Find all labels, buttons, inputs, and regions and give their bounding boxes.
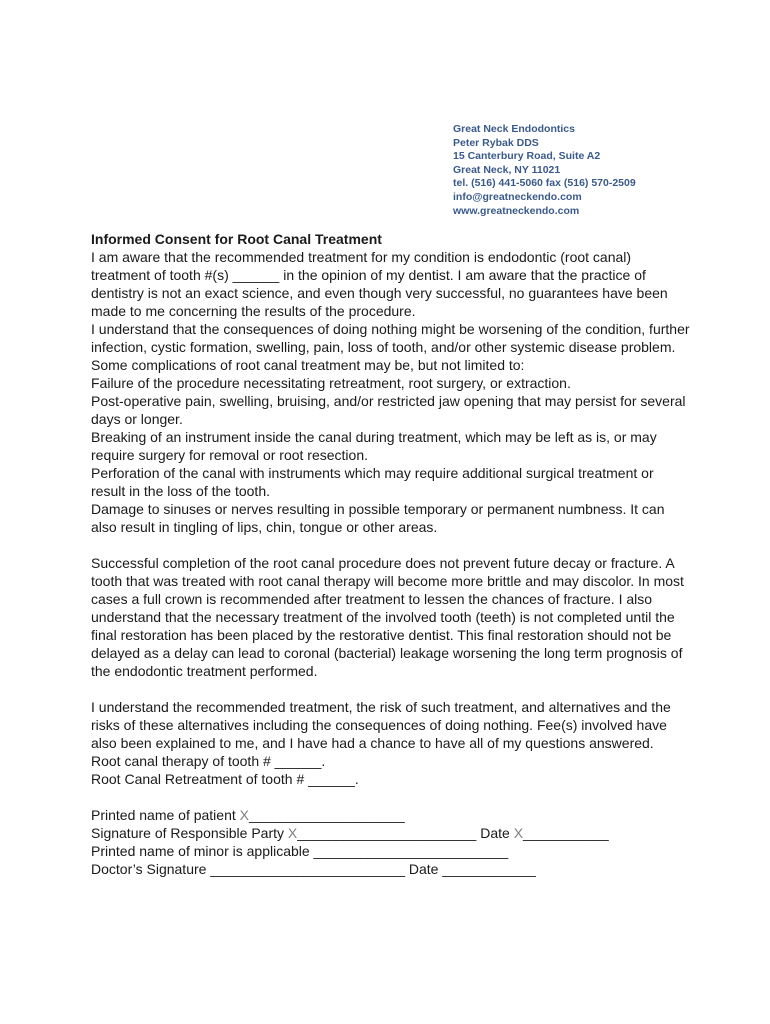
doctor-date-field[interactable]: ____________ bbox=[442, 861, 536, 877]
doctor-date-label: Date bbox=[408, 861, 443, 877]
patient-name-field[interactable]: ____________________ bbox=[249, 807, 405, 823]
retreatment-tooth-line: Root Canal Retreatment of tooth # ______. bbox=[91, 771, 359, 787]
website: www.greatneckendo.com bbox=[453, 204, 580, 217]
doctor-signature-line bbox=[91, 860, 691, 878]
date-x-mark: X bbox=[513, 825, 524, 841]
paragraph-consequences: I understand that the consequences of doing nothing might be worsening of the condition, further infection, cystic formation, swelling, pain, loss of tooth, and/or other systemic disease problem. Some complications of root canal treatment may be, but not limited to: bbox=[91, 321, 690, 373]
doctor-signature-field[interactable]: _________________________ bbox=[210, 861, 409, 877]
letterhead bbox=[453, 123, 636, 218]
email: info@greatneckendo.com bbox=[453, 190, 582, 203]
responsible-x-mark: X bbox=[287, 825, 298, 841]
date-field[interactable]: ___________ bbox=[523, 825, 609, 841]
street-address: 15 Canterbury Road, Suite A2 bbox=[453, 150, 601, 163]
paragraph-awareness: I am aware that the recommended treatment for my condition is endodontic (root canal) treatment of tooth #(s) ______ in the opinion of my dentist. I am aware that the practice of dentistry is not an exact science, and even though very successful, no guarantees have been made to me concerning the results of the procedure. bbox=[91, 249, 668, 319]
doctor-signature-label: Doctor’s Signature bbox=[91, 861, 211, 877]
city-address: Great Neck, NY 11021 bbox=[453, 163, 561, 176]
consent-body bbox=[91, 230, 691, 878]
responsible-party-line bbox=[91, 824, 691, 842]
therapy-tooth-line: Root canal therapy of tooth # ______. bbox=[91, 753, 326, 769]
complication-nerve: Damage to sinuses or nerves resulting in possible temporary or permanent numbness. It can also result in tingling of lips, chin, tongue or other areas. bbox=[91, 501, 665, 535]
patient-name-line bbox=[91, 806, 691, 824]
paragraph-completion: Successful completion of the root canal procedure does not prevent future decay or fracture. A tooth that was treated with root canal therapy will become more brittle and may discolor. In most cases a full crown is recommended after treatment to lessen the chances of fracture. I also understand that the necessary treatment of the involved tooth (teeth) is not completed until the final restoration has been placed by the restorative dentist. This final restoration should not be delayed as a delay can lead to coronal (bacterial) leakage worsening the long term prognosis of the endodontic treatment performed. bbox=[91, 555, 684, 679]
complication-instrument: Breaking of an instrument inside the canal during treatment, which may be left as is, or may require surgery for removal or root resection. bbox=[91, 429, 657, 463]
patient-x-mark: X bbox=[239, 807, 249, 823]
responsible-party-label: Signature of Responsible Party bbox=[91, 825, 288, 841]
practice-name: Great Neck Endodontics bbox=[453, 123, 575, 135]
complication-pain: Post-operative pain, swelling, bruising, and/or restricted jaw opening that may persist for several days or longer. bbox=[91, 393, 686, 427]
responsible-signature-field[interactable]: _______________________ bbox=[297, 825, 481, 841]
patient-name-label: Printed name of patient bbox=[91, 807, 240, 823]
minor-name-line[interactable]: Printed name of minor is applicable _________________________ bbox=[91, 843, 509, 859]
complication-failure: Failure of the procedure necessitating retreatment, root surgery, or extraction. bbox=[91, 375, 571, 391]
date-label: Date bbox=[480, 825, 514, 841]
paragraph-understanding: I understand the recommended treatment, the risk of such treatment, and alternatives and the risks of these alternatives including the consequences of doing nothing. Fee(s) involved have also been explained to me, and I have had a chance to have all of my questions answered. bbox=[91, 699, 671, 751]
complication-perforation: Perforation of the canal with instruments which may require additional surgical treatment or result in the loss of the tooth. bbox=[91, 465, 654, 499]
phone-fax: tel. (516) 441-5060 fax (516) 570-2509 bbox=[453, 177, 636, 190]
doctor-name: Peter Rybak DDS bbox=[453, 136, 539, 149]
document-title: Informed Consent for Root Canal Treatment bbox=[91, 231, 382, 247]
